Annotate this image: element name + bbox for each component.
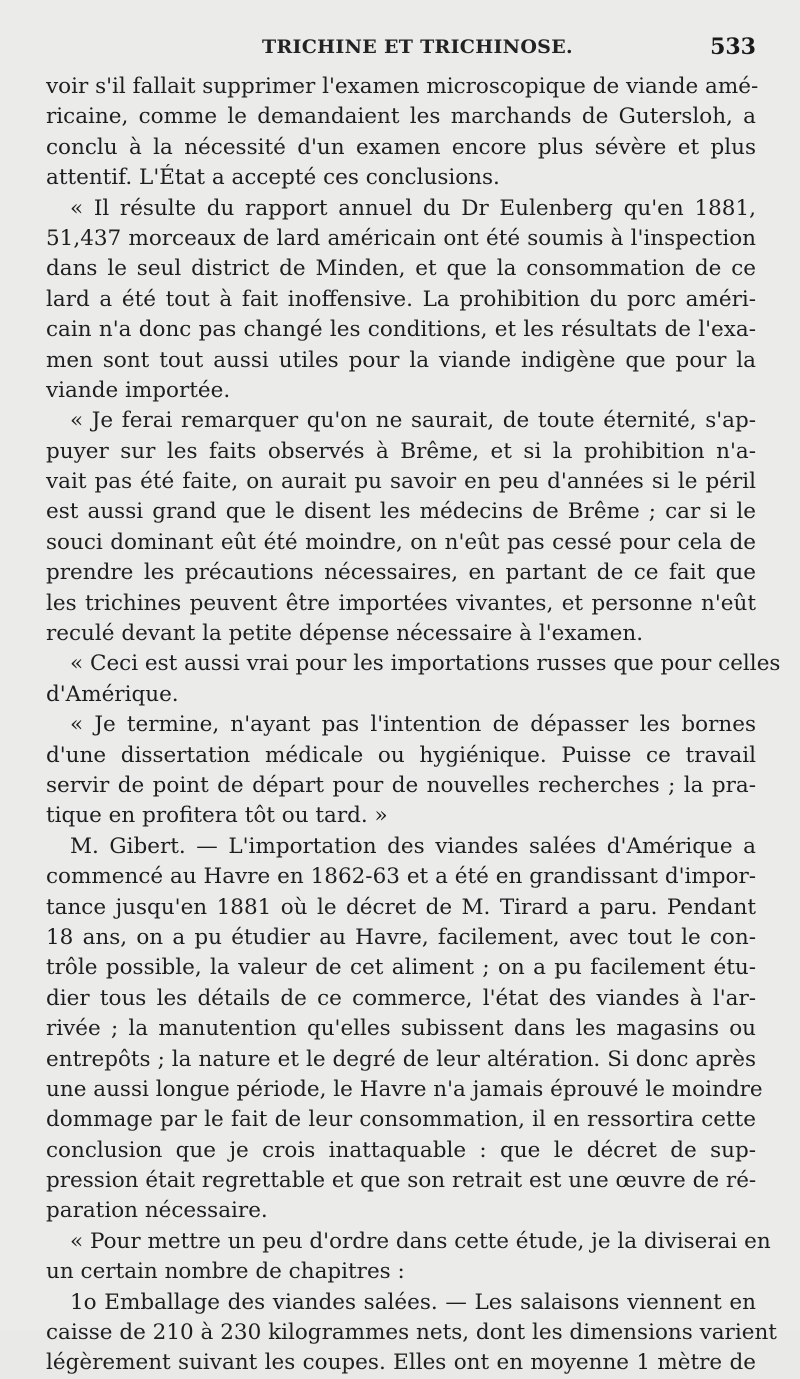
text-line: commencé au Havre en 1862-63 et a été en grandissant d'impor- [46, 864, 756, 890]
text-line: paration nécessaire. [46, 1198, 268, 1224]
text-line: servir de point de départ pour de nouvelles recherches ; la pra- [46, 772, 756, 798]
page-body [46, 72, 781, 1379]
text-line: « Je ferai remarquer qu'on ne saurait, de toute éternité, s'ap- [70, 408, 756, 434]
text-line: un certain nombre de chapitres : [46, 1259, 405, 1285]
text-line: dier tous les détails de ce commerce, l'état des viandes à l'ar- [46, 985, 756, 1011]
text-line: entrepôts ; la nature et le degré de leur altération. Si donc après [46, 1046, 756, 1072]
page-header [0, 32, 800, 72]
page-number: 533 [710, 34, 756, 60]
text-line: conclusion que je crois inattaquable : que le décret de sup- [46, 1137, 756, 1163]
text-line: 18 ans, on a pu étudier au Havre, facilement, avec tout le con- [46, 924, 756, 950]
text-line: « Pour mettre un peu d'ordre dans cette étude, je la diviserai en [70, 1228, 771, 1254]
text-line: pression était regrettable et que son retrait est une œuvre de ré- [46, 1168, 757, 1194]
text-line: est aussi grand que le disent les médecins de Brême ; car si le [46, 499, 756, 525]
text-line: dans le seul district de Minden, et que la consommation de ce [46, 256, 756, 282]
text-line: trôle possible, la valeur de cet aliment ; on a pu facilement étu- [46, 955, 756, 981]
text-line: 1o Emballage des viandes salées. — Les salaisons viennent en [70, 1289, 756, 1315]
text-line: 51,437 morceaux de lard américain ont été soumis à l'inspection [46, 225, 756, 251]
text-line: légèrement suivant les coupes. Elles ont en moyenne 1 mètre de [46, 1350, 756, 1376]
running-title: TRICHINE ET TRICHINOSE. [262, 36, 573, 58]
text-line: rivée ; la manutention qu'elles subissent dans les magasins ou [46, 1016, 756, 1042]
text-line: men sont tout aussi utiles pour la viande indigène que pour la [46, 347, 756, 373]
text-line: reculé devant la petite dépense nécessaire à l'examen. [46, 621, 644, 647]
text-line: d'une dissertation médicale ou hygiénique. Puisse ce travail [46, 742, 756, 768]
text-line: tique en profitera tôt ou tard. » [46, 803, 388, 829]
text-line: puyer sur les faits observés à Brême, et si la prohibition n'a- [46, 438, 756, 464]
text-line: tance jusqu'en 1881 où le décret de M. Tirard a paru. Pendant [46, 894, 756, 920]
text-line: « Ceci est aussi vrai pour les importations russes que pour celles [70, 651, 781, 677]
text-line: conclu à la nécessité d'un examen encore plus sévère et plus [46, 134, 756, 160]
text-line: souci dominant eût été moindre, on n'eût pas cessé pour cela de [46, 529, 756, 555]
text-line: ricaine, comme le demandaient les marchands de Gutersloh, a [46, 104, 756, 130]
text-line: caisse de 210 à 230 kilogrammes nets, dont les dimensions varient [46, 1320, 777, 1346]
text-line: d'Amérique. [46, 681, 179, 707]
text-line: viande importée. [46, 377, 231, 403]
text-line: une aussi longue période, le Havre n'a jamais éprouvé le moindre [46, 1076, 763, 1102]
text-line: les trichines peuvent être importées vivantes, et personne n'eût [46, 590, 756, 616]
text-line: « Il résulte du rapport annuel du Dr Eulenberg qu'en 1881, [70, 195, 756, 221]
text-line: lard a été tout à fait inoffensive. La prohibition du porc améri- [46, 286, 756, 312]
text-line: voir s'il fallait supprimer l'examen microscopique de viande amé- [46, 74, 759, 99]
text-line: dommage par le fait de leur consommation, il en ressortira cette [46, 1107, 756, 1133]
text-line: « Je termine, n'ayant pas l'intention de dépasser les bornes [70, 712, 756, 738]
text-line: attentif. L'État a accepté ces conclusions. [46, 165, 500, 191]
text-line: vait pas été faite, on aurait pu savoir en peu d'années si le péril [46, 469, 756, 495]
text-line: prendre les précautions nécessaires, en partant de ce fait que [46, 560, 756, 586]
text-line: cain n'a donc pas changé les conditions, et les résultats de l'exa- [46, 317, 756, 343]
text-line: M. Gibert. — L'importation des viandes salées d'Amérique a [70, 833, 756, 859]
